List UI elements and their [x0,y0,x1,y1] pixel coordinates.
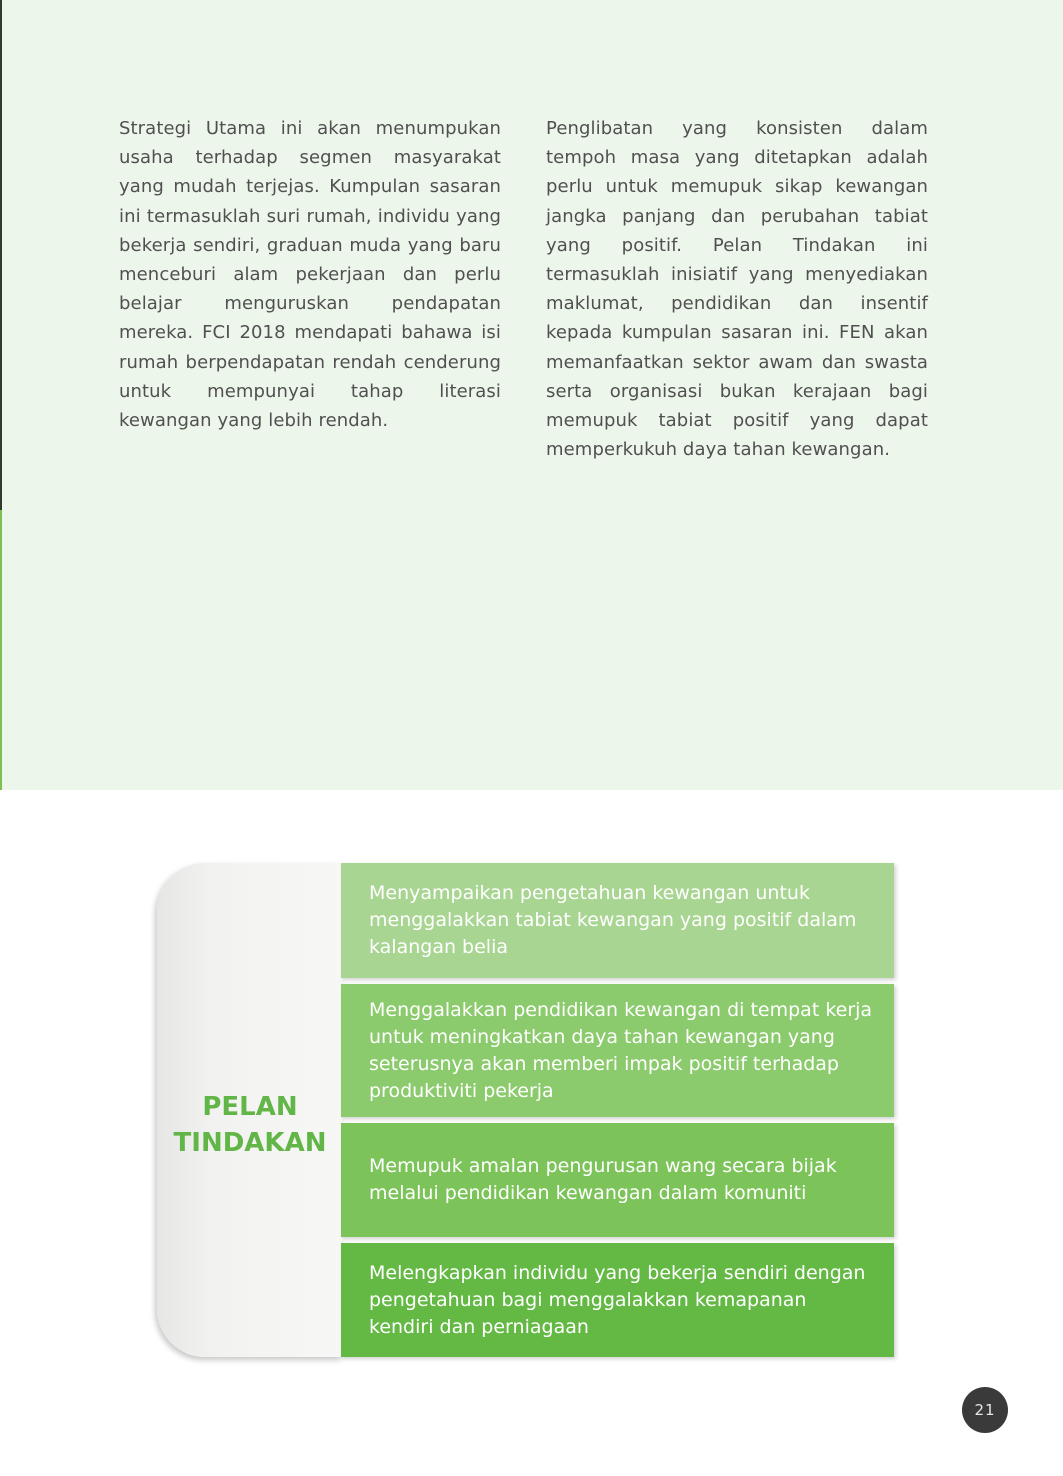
action-plan-title-line1: PELAN [202,1092,298,1122]
edge-stripe-green [0,510,2,790]
action-plan-title-line2: TINDAKAN [173,1128,327,1158]
action-item-3 [341,1123,894,1237]
page-number-badge [962,1387,1008,1433]
action-plan-label-box [157,863,343,1357]
action-item-2-text: Menggalakkan pendidikan kewangan di tempat kerja untuk meningkatkan daya tahan kewangan yang seterusnya akan memberi impak positif terhadap produktiviti pekerja [369,998,873,1102]
action-plan-diagram [157,863,894,1357]
right-column-paragraph: Penglibatan yang konsisten dalam tempoh masa yang ditetapkan adalah perlu untuk memupuk sikap kewangan jangka panjang dan perubahan tabiat yang positif. Pelan Tindakan ini termasuklah inisiatif yang menyediakan maklumat, pendidikan dan insentif kepada kumpulan sasaran ini. FEN akan memanfaatkan sektor awam dan swasta serta organisasi bukan kerajaan bagi memupuk tabiat positif yang dapat memperkukuh daya tahan kewangan. [546,118,928,461]
action-item-4-text: Melengkapkan individu yang bekerja sendiri dengan pengetahuan bagi menggalakkan kemapanan kendiri dan perniagaan [369,1261,866,1338]
action-item-3-text: Memupuk amalan pengurusan wang secara bijak melalui pendidikan kewangan dalam komuniti [369,1155,837,1204]
action-item-4 [341,1243,894,1357]
action-item-2 [341,984,894,1117]
action-item-1-text: Menyampaikan pengetahuan kewangan untuk menggalakkan tabiat kewangan yang positif dalam kalangan belia [369,882,857,958]
action-plan-title [157,1089,343,1161]
action-item-1 [341,863,894,978]
page-number: 21 [974,1401,996,1419]
left-column-paragraph: Strategi Utama ini akan menumpukan usaha terhadap segmen masyarakat yang mudah terjejas. Kumpulan sasaran ini termasuklah suri rumah, individu yang bekerja sendiri, graduan muda yang baru menceburi alam pekerjaan dan perlu belajar menguruskan pendapatan mereka. FCI 2018 mendapati bahawa isi rumah berpendapatan rendah cenderung untuk mempunyai tahap literasi kewangan yang lebih rendah. [119,118,501,432]
edge-stripe-dark [0,0,2,510]
